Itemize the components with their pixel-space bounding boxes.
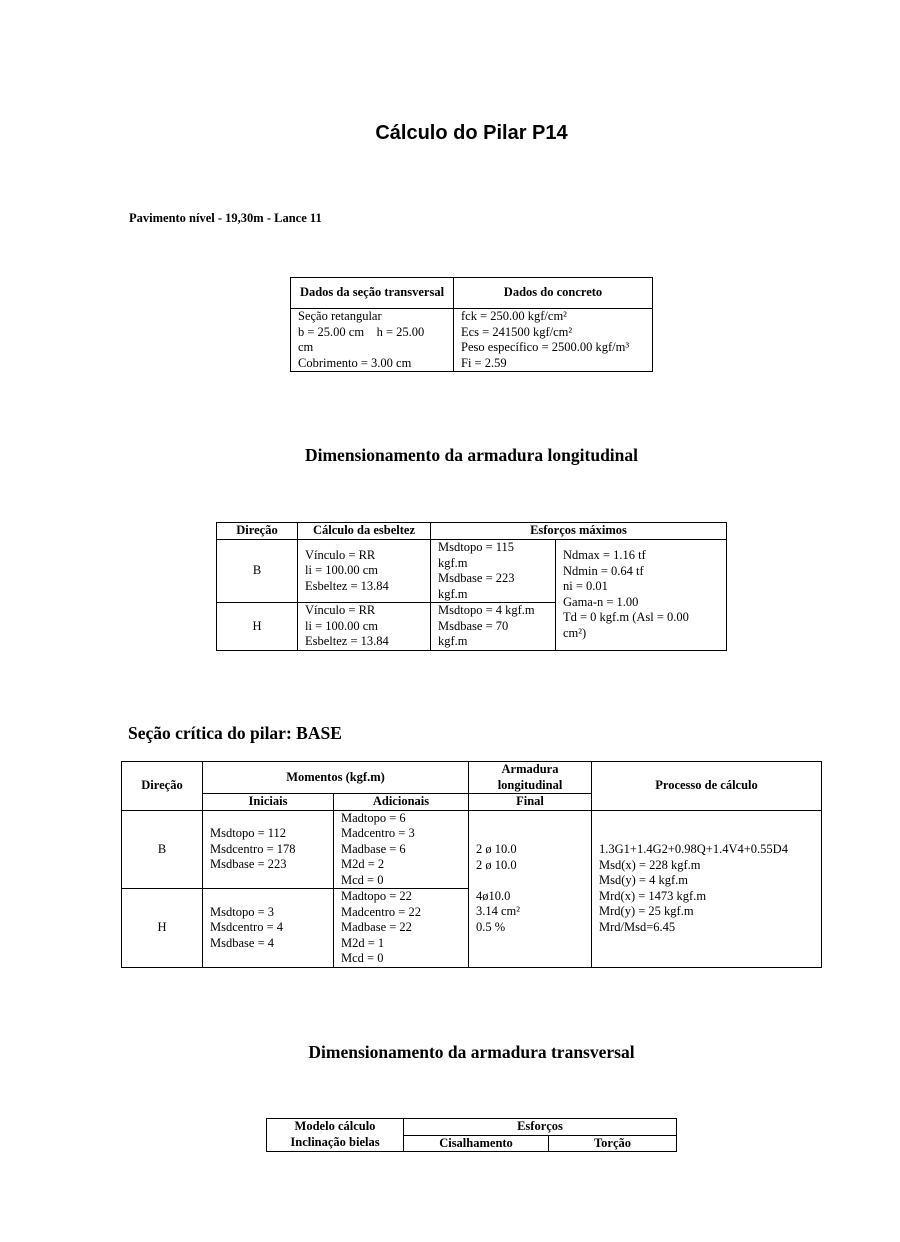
transversal-table [266,1118,677,1152]
adicionais-line: M2d = 2 [341,857,385,871]
concreto-cell [454,309,653,372]
armadura-line [476,873,584,889]
processo-line: Mrd(x) = 1473 kgf.m [599,888,707,903]
header-armadura: Armadura longitudinal [469,762,592,794]
esforcos-h [431,603,556,651]
adicionais-line: M2d = 1 [341,935,385,950]
adicionais-line: Mcd = 0 [341,872,384,887]
calculo-line: Esbeltez = 13.84 [305,634,389,648]
esforcos-shared-line: cm²) [563,625,587,640]
header-secao: Dados da seção transversal [291,278,454,309]
page-title: Cálculo do Pilar P14 [375,122,568,144]
armadura-line: 4ø10.0 [476,888,511,903]
adicionais-line: Madcentro = 3 [341,826,415,840]
esforcos-line: kgf.m [438,586,468,601]
concreto-line: Peso específico = 2500.00 kgf/m³ [461,340,630,354]
concreto-line: Ecs = 241500 kgf/cm² [461,324,573,339]
armadura-final [469,810,592,967]
processo-line: Mrd(y) = 25 kgf.m [599,904,694,918]
calculo-h [298,603,431,651]
adicionais-line: Mcd = 0 [341,951,384,965]
header-iniciais: Iniciais [203,794,334,811]
processo-line: Msd(y) = 4 kgf.m [599,873,688,887]
header-processo: Processo de cálculo [592,762,822,811]
header-inclinacao: Inclinação bielas [267,1135,404,1152]
direcao-b: B [122,810,203,889]
armadura-line: 2 ø 10.0 [476,842,517,856]
direcao-h: H [122,889,203,968]
secao-line: b = 25.00 cm h = 25.00 [298,324,425,339]
iniciais-line: Msdbase = 4 [210,935,274,950]
secao-critica-table [121,761,822,968]
header-concreto: Dados do concreto [454,278,653,309]
adicionais-line: Madtopo = 22 [341,889,412,903]
esforcos-shared-line: Ndmin = 0.64 tf [563,563,644,578]
esforcos-b [431,540,556,603]
processo-line: Msd(x) = 228 kgf.m [599,857,701,872]
header-calculo-esbeltez: Cálculo da esbeltez [298,523,431,540]
header-direcao: Direção [217,523,298,540]
iniciais-line: Msdcentro = 178 [210,841,296,856]
adicionais-line: Madcentro = 22 [341,904,421,919]
header-final: Final [469,794,592,811]
esforcos-line: Msdbase = 70 [438,618,509,633]
header-torcao: Torção [549,1135,677,1152]
calculo-line: Vínculo = RR [305,603,376,617]
adicionais-line: Madtopo = 6 [341,810,406,825]
adicionais-line: Madbase = 6 [341,841,406,856]
header-direcao: Direção [122,762,203,811]
adicionais-b [334,810,469,889]
header-modelo: Modelo cálculo [267,1119,404,1136]
esforcos-shared [556,540,727,651]
calculo-line: li = 100.00 cm [305,563,379,578]
calculo-line: Esbeltez = 13.84 [305,578,389,593]
direcao-h: H [217,603,298,651]
header-cisalhamento: Cisalhamento [404,1135,549,1152]
iniciais-h [203,889,334,968]
secao-line: cm [298,340,314,354]
esforcos-line: kgf.m [438,555,468,570]
armadura-line: 2 ø 10.0 [476,857,517,872]
secao-cell [291,309,454,372]
calculo-line: Vínculo = RR [305,547,376,562]
header-esforcos-maximos: Esforços máximos [431,523,727,540]
esforcos-line: Msdtopo = 4 kgf.m [438,603,535,617]
adicionais-line: Madbase = 22 [341,920,412,934]
header-momentos: Momentos (kgf.m) [203,762,469,794]
esforcos-shared-line: Ndmax = 1.16 tf [563,548,646,563]
esforcos-shared-line: Gama-n = 1.00 [563,594,639,609]
esforcos-shared-line: ni = 0.01 [563,579,608,594]
direcao-b: B [217,540,298,603]
header-esforcos: Esforços [404,1119,677,1136]
iniciais-b [203,810,334,889]
secao-concreto-table [290,277,653,372]
esforcos-line: kgf.m [438,634,468,648]
processo-line: 1.3G1+1.4G2+0.98Q+1.4V4+0.55D4 [599,842,788,856]
esbeltez-table [216,522,727,651]
secao-line: Cobrimento = 3.00 cm [298,355,412,370]
calculo-line: li = 100.00 cm [305,618,379,633]
iniciais-line: Msdtopo = 3 [210,904,275,919]
esforcos-line: Msdbase = 223 [438,571,515,585]
heading-secao-critica: Seção crítica do pilar: BASE [128,723,342,743]
calculo-b [298,540,431,603]
processo-calculo [592,810,822,967]
processo-line: Mrd/Msd=6.45 [599,919,676,934]
iniciais-line: Msdcentro = 4 [210,920,284,934]
esforcos-shared-line: Td = 0 kgf.m (Asl = 0.00 [563,610,689,625]
esforcos-line: Msdtopo = 115 [438,540,515,554]
secao-line: Seção retangular [298,309,382,323]
iniciais-line: Msdtopo = 112 [210,826,287,840]
concreto-line: Fi = 2.59 [461,355,507,370]
armadura-line: 0.5 % [476,919,506,934]
header-adicionais: Adicionais [334,794,469,811]
heading-longitudinal: Dimensionamento da armadura longitudinal [304,445,639,465]
concreto-line: fck = 250.00 kgf/cm² [461,309,567,323]
heading-transversal: Dimensionamento da armadura transversal [308,1042,635,1062]
adicionais-h [334,889,469,968]
pavimento-label: Pavimento nível - 19,30m - Lance 11 [129,211,322,225]
armadura-line: 3.14 cm² [476,904,521,918]
iniciais-line: Msdbase = 223 [210,857,287,871]
